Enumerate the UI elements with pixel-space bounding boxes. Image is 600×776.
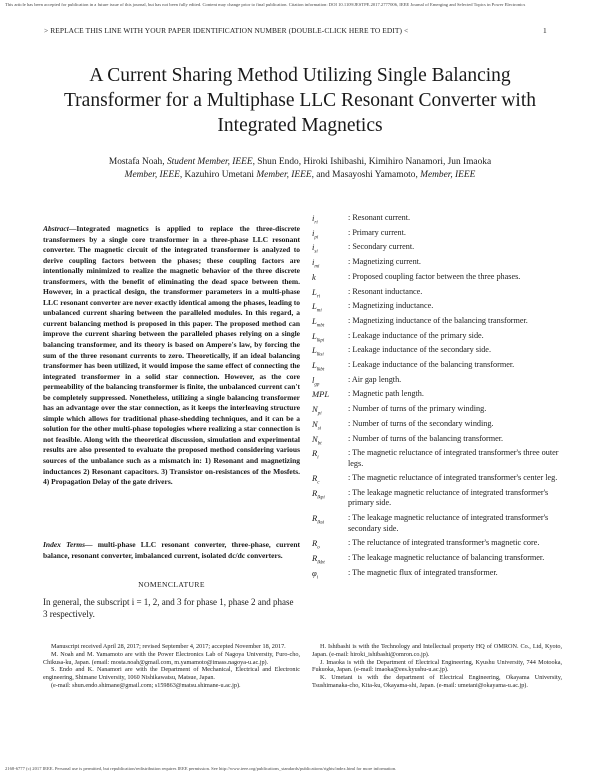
author-list [40, 156, 560, 182]
nomenclature-row [312, 552, 562, 566]
nomenclature-description: : The leakage magnetic reluctance of balancing transformer. [348, 552, 545, 562]
index-terms-lead: Index Terms [43, 540, 85, 549]
nomenclature-symbol [312, 345, 324, 361]
nomenclature-symbol [312, 331, 324, 347]
symbol-base: L [312, 330, 317, 341]
nomenclature-description: : Air gap length. [348, 374, 402, 384]
author-text: Mostafa Noah, [108, 157, 167, 167]
index-terms [43, 540, 300, 561]
symbol-subscript: si [317, 426, 322, 432]
nomenclature-symbol [312, 513, 324, 529]
symbol-subscript: lksi [316, 353, 324, 359]
symbol-subscript: ri [316, 294, 321, 300]
symbol-subscript: i [316, 575, 319, 581]
author-text: , Shun Endo, Hiroki Ishibashi, Kimihiro Nanamori, Jun Imaoka [252, 157, 492, 167]
index-terms-text: — multi-phase LLC resonant converter, three-phase, current balance, resonant converter, imbalanced current, isolated dc/dc converters. [43, 540, 300, 560]
nomenclature-symbol [312, 553, 325, 569]
nomenclature-symbol [312, 360, 324, 376]
nomenclature-description: : Resonant current. [348, 213, 411, 222]
nomenclature-description: : The magnetic flux of integrated transformer. [348, 567, 498, 577]
symbol-subscript: gp [314, 382, 320, 388]
nomenclature-symbol [312, 287, 320, 303]
nomenclature-row [312, 538, 562, 551]
symbol-base: MPL [312, 389, 330, 400]
symbol-base: i [312, 257, 315, 268]
symbol-base: R [312, 552, 318, 563]
author-role: Student Member, IEEE [166, 157, 253, 167]
nomenclature-symbol [312, 404, 322, 420]
nomenclature-description: : Primary current. [348, 227, 406, 237]
nomenclature-description: : Number of turns of the primary winding. [348, 404, 487, 414]
top-disclaimer: This article has been accepted for publication in a future issue of this journal, but has not been fully edited. Content may change prior to final publication. Citation information: DOI 10.1109/JESTPE.2017.2777006, IEEE Journal of Emerging and Selected Topics in Power Electronics [5, 2, 526, 7]
nomenclature-symbol [312, 434, 322, 450]
nomenclature-symbol [312, 419, 321, 435]
nomenclature-row [312, 272, 562, 282]
nomenclature-symbol [312, 316, 324, 332]
author-text: , Kazuhiro Umetani [179, 170, 257, 180]
nomenclature-symbol [312, 538, 320, 554]
nomenclature-description: : Resonant inductance. [348, 286, 423, 296]
footnote-paragraph: H. Ishibashi is with the Technology and Intellectual property HQ of OMRON. Co., Ltd, Kyoto, Japan. (e-mail: hiroki_ishibashi@omron.co.jp). [312, 643, 562, 658]
nomenclature-row [312, 286, 562, 300]
symbol-base: L [312, 360, 317, 371]
nomenclature-description: : Leakage inductance of the primary side. [348, 330, 484, 340]
abstract-lead: Abstract [43, 224, 69, 233]
nomenclature-row [312, 330, 562, 344]
symbol-base: i [312, 242, 315, 253]
abstract [43, 224, 300, 488]
nomenclature-description: : Proposed coupling factor between the three phases. [348, 271, 521, 281]
symbol-subscript: i [317, 455, 319, 461]
nomenclature-description: : Magnetizing current. [348, 257, 421, 267]
footnote-paragraph: Manuscript received April 28, 2017; revised September 4, 2017; accepted November 18, 2017. [51, 643, 286, 650]
symbol-base: L [312, 286, 317, 297]
running-header[interactable]: > REPLACE THIS LINE WITH YOUR PAPER IDENTIFICATION NUMBER (DOUBLE-CLICK HERE TO EDIT) < [44, 26, 409, 35]
symbol-subscript: c [317, 481, 320, 487]
author-text: , and Masayoshi Yamamoto, [311, 170, 421, 180]
nomenclature-description: : The leakage magnetic reluctance of integrated transformer's secondary side. [348, 513, 549, 533]
symbol-subscript: lkpi [316, 338, 325, 344]
abstract-text: —Integrated magnetics is applied to replace the three-discrete transformers by a single core transformer in a three-phase LLC resonant converter. The magnetic circuit of the integrated transformer is analyzed to derive coupling factors between the phases; these coupling factors are intentionally minimized to realize the magnetic behavior of the three discrete transformers, with the benefit of eliminating the dead space between them. However, in a practical design, the transformer parameters in a multi-phase LLC resonant converter are never exactly identical among the phases, leading to unbalanced current sharing between the paralleled modules. In this regard, a current balancing method is proposed in this paper. The proposed method can improve the current sharing between the paralleled phases relying on a single balancing transformer, and its theory is based on Ampere's law, by forcing the sum of the three resonant currents to zero. Theoretically, if an ideal balancing transformer has been utilized, it would impose the same effect of connecting the integrated transformer in a solid star connection. However, as the core permeability of the balancing transformer is finite, the unbalanced current can't be completely suppressed. Nonetheless, utilizing a single balancing transformer has an advantage over the star connection, as it keeps the interleaving structure simple which allows for traditional phase-shedding techniques, and it can be a solution for the other multi-phase topologies where realizing a star connection is not feasible. Along with the theoretical discussion, simulation and experimental results are also presented to evaluate the proposed method considering various sources of the unbalance such as a mismatch in: 1) Resonant and magnetizing inductances 2) Resonant capacitors. 3) Transistor on-resistances of the Mosfets. 4) Propagation Delay of the gate drivers. [43, 224, 300, 487]
nomenclature-heading: NOMENCLATURE [138, 580, 205, 589]
nomenclature-description: : The reluctance of integrated transformer's magnetic core. [348, 538, 540, 548]
nomenclature-symbol [312, 272, 316, 288]
nomenclature-symbol [312, 375, 319, 391]
nomenclature-symbol [312, 213, 318, 229]
symbol-base: N [312, 418, 318, 429]
symbol-base: R [312, 473, 318, 484]
footnote-paragraph: S. Endo and K. Nanamori are with the Department of Mechanical, Electrical and Electronic engineering, Shimane University, 1060 Nishikawatsu, Matsue, Japan. [43, 666, 300, 682]
nomenclature-symbol [312, 473, 319, 489]
symbol-subscript: mi [314, 264, 320, 270]
paper-title: A Current Sharing Method Utilizing Single Balancing Transformer for a Multiphase LLC Resonant Converter with Integrated Magnetics [63, 65, 537, 136]
nomenclature-description: : Magnetizing inductance. [348, 301, 434, 311]
symbol-base: N [312, 404, 318, 415]
symbol-base: k [312, 271, 316, 282]
footnote-paragraph: J. Imaoka is with the Department of Electrical Engineering, Kyushu University, 744 Motooka, Fukuoka, Japan. (e-mail: imaoka@ees.kyushu-u.ac.jp). [312, 658, 562, 674]
nomenclature-description: : Magnetizing inductance of the balancing transformer. [348, 315, 528, 325]
nomenclature-row [312, 448, 562, 469]
nomenclature-row [312, 433, 562, 447]
symbol-subscript: si [314, 250, 318, 256]
nomenclature-symbol [312, 257, 319, 273]
symbol-subscript: o [317, 546, 320, 551]
symbol-subscript: ri [314, 220, 318, 226]
nomenclature-row [312, 301, 562, 314]
nomenclature-row [312, 418, 562, 432]
symbol-subscript: mbt [316, 323, 325, 329]
nomenclature-row [312, 213, 562, 226]
nomenclature-row [312, 513, 562, 534]
nomenclature-description: : Secondary current. [348, 242, 415, 252]
footnotes-left [43, 643, 300, 690]
footnote-paragraph: K. Umetani is with the department of Electrical Engineering, Okayama University, Tsushimanaka-cho, Kita-ku, Okayama-shi, Japan. (e-mail: umetani@okayama-u.ac.jp). [312, 674, 562, 689]
symbol-base: i [312, 213, 315, 223]
symbol-base: φ [312, 567, 317, 578]
symbol-base: R [312, 538, 318, 549]
symbol-base: l [312, 374, 315, 385]
symbol-subscript: pi [317, 411, 322, 417]
symbol-base: L [312, 301, 317, 312]
symbol-subscript: pi [314, 235, 319, 241]
nomenclature-symbol [312, 448, 319, 464]
nomenclature-description: : Number of turns of the secondary winding. [348, 418, 494, 428]
nomenclature-row [312, 374, 562, 388]
nomenclature-symbol [312, 488, 325, 504]
nomenclature-description: : Leakage inductance of the balancing transformer. [348, 360, 515, 370]
author-role: Member, IEEE [256, 170, 312, 180]
nomenclature-description: : Number of turns of the balancing transformer. [348, 433, 504, 443]
author-role: Member, IEEE [420, 170, 476, 180]
symbol-subscript: lkbt [316, 367, 325, 373]
nomenclature-description: : The magnetic reluctance of integrated transformer's center leg. [348, 473, 558, 483]
symbol-base: i [312, 227, 315, 238]
nomenclature-row [312, 315, 562, 329]
nomenclature-symbol [312, 228, 318, 244]
symbol-subscript: lkbt [317, 560, 325, 566]
nomenclature-symbol [312, 389, 329, 405]
page-number: 1 [543, 26, 547, 35]
nomenclature-row [312, 389, 562, 399]
nomenclature-symbol [312, 301, 322, 317]
nomenclature-row [312, 404, 562, 417]
symbol-subscript: lkpi [317, 495, 325, 501]
nomenclature-row [312, 567, 562, 581]
nomenclature-list [312, 213, 562, 582]
footnotes-right [312, 643, 562, 690]
nomenclature-description: : Magnetic path length. [348, 389, 424, 399]
nomenclature-row [312, 242, 562, 256]
footnote-paragraph: (e-mail: shun.endo.shimane@gmail.com; s159863@matsu.shimane-u.ac.jp). [51, 681, 241, 689]
nomenclature-row [312, 360, 562, 373]
nomenclature-symbol [312, 568, 318, 584]
symbol-base: R [312, 448, 318, 459]
nomenclature-description: : Leakage inductance of the secondary side. [348, 345, 491, 355]
nomenclature-description: : The magnetic reluctance of integrated transformer's three outer legs. [348, 448, 559, 468]
nomenclature-symbol [312, 242, 318, 258]
symbol-subscript: lksi [317, 520, 325, 526]
nomenclature-row [312, 227, 562, 241]
nomenclature-row [312, 257, 562, 270]
symbol-base: L [312, 345, 317, 356]
nomenclature-row [312, 473, 562, 487]
copyright-notice: 2168-6777 (c) 2017 IEEE. Personal use is permitted, but republication/redistribution requires IEEE permission. See http://www.ieee.org/publications_standards/publications/rights/index.html for more information. [5, 766, 397, 771]
symbol-subscript: mi [316, 308, 322, 314]
nomenclature-row [312, 488, 562, 509]
symbol-base: R [312, 513, 318, 524]
footnote-paragraph: M. Noah and M. Yamamoto are with the Power Electronics Lab of Nagoya University, Furo-cho, Chikusa-ku, Japan. (email: mosta.noah@gmail.com, m.yamamoto@imass.nagoya-u.ac.jp). [43, 650, 300, 666]
symbol-base: R [312, 488, 318, 499]
symbol-base: L [312, 315, 317, 326]
nomenclature-row [312, 345, 562, 359]
author-role: Member, IEEE [124, 170, 180, 180]
nomenclature-intro: In general, the subscript i = 1, 2, and 3 for phase 1, phase 2 and phase 3 respectively. [43, 597, 294, 619]
symbol-base: N [312, 433, 318, 444]
nomenclature-description: : The leakage magnetic reluctance of integrated transformer's primary side. [348, 488, 549, 508]
symbol-subscript: bt [317, 441, 322, 447]
